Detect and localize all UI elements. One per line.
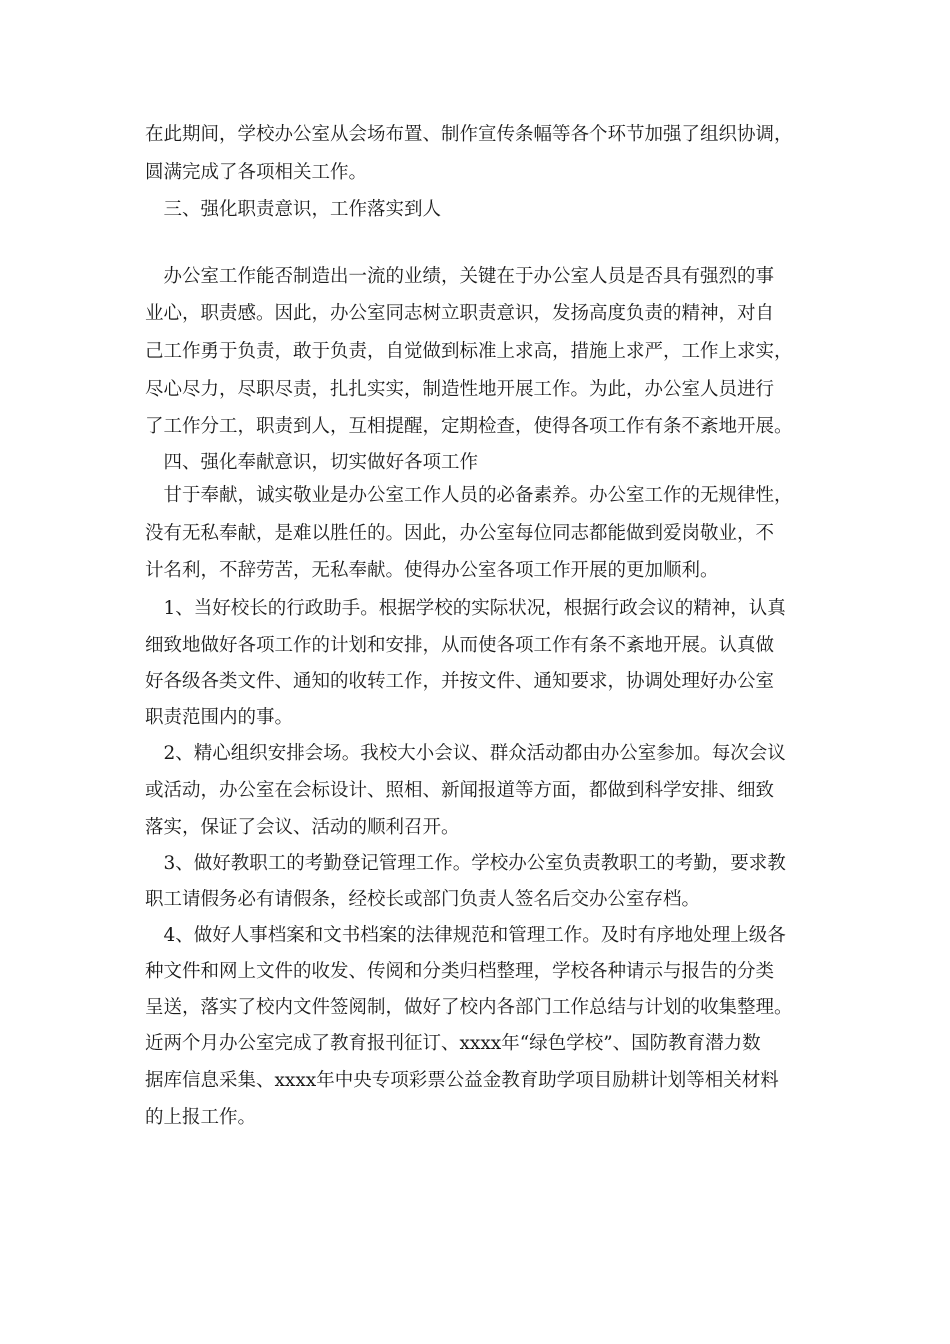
- text-line: 3、做好教职工的考勤登记管理工作。学校办公室负责教职工的考勤，要求教: [145, 853, 786, 874]
- text-line: 或活动，办公室在会标设计、照相、新闻报道等方面，都做到科学安排、细致: [145, 780, 775, 801]
- text-line: 职工请假务必有请假条，经校长或部门负责人签名后交办公室存档。: [145, 889, 701, 910]
- text-line: 细致地做好各项工作的计划和安排，从而使各项工作有条不紊地开展。认真做: [145, 635, 775, 656]
- text-line: 四、强化奉献意识，切实做好各项工作: [145, 452, 479, 473]
- text-line: 没有无私奉献，是难以胜任的。因此，办公室每位同志都能做到爱岗敬业，不: [145, 523, 775, 544]
- text-line: 种文件和网上文件的收发、传阅和分类归档整理，学校各种请示与报告的分类: [145, 961, 775, 982]
- text-line: 据库信息采集、xxxx年中央专项彩票公益金教育助学项目励耕计划等相关材料: [145, 1070, 779, 1091]
- section-heading: 三、强化职责意识，工作落实到人: [145, 199, 442, 220]
- text-line: 呈送，落实了校内文件签阅制，做好了校内各部门工作总结与计划的收集整理。: [145, 997, 793, 1018]
- text-line: 办公室工作能否制造出一流的业绩，关键在于办公室人员是否具有强烈的事: [145, 266, 775, 287]
- text-line: 好各级各类文件、通知的收转工作，并按文件、通知要求，协调处理好办公室: [145, 671, 775, 692]
- section-heading: 甘于奉献，诚实敬业是办公室工作人员的必备素养。办公室工作的无规律性，: [145, 485, 793, 506]
- text-line: 业心，职责感。因此，办公室同志树立职责意识，发扬高度负责的精神，对自: [145, 303, 775, 324]
- text-line: 圆满完成了各项相关工作。: [145, 162, 368, 183]
- text-line: 计名利，不辞劳苦，无私奉献。使得办公室各项工作开展的更加顺利。: [145, 560, 719, 581]
- text-line: 1、当好校长的行政助手。根据学校的实际状况，根据行政会议的精神，认真: [145, 598, 786, 619]
- text-line: 的上报工作。: [145, 1107, 257, 1128]
- text-line: 近两个月办公室完成了教育报刊征订、xxxx年“绿色学校”、国防教育潜力数: [145, 1033, 761, 1054]
- text-line: 2、精心组织安排会场。我校大小会议、群众活动都由办公室参加。每次会议: [145, 743, 786, 764]
- text-line: 落实，保证了会议、活动的顺利召开。: [145, 817, 460, 838]
- text-line: 尽心尽力，尽职尽责，扎扎实实，制造性地开展工作。为此，办公室人员进行: [145, 379, 775, 400]
- text-line: 己工作勇于负责，敢于负责，自觉做到标准上求高，措施上求严，工作上求实，: [145, 341, 793, 362]
- text-line: 职责范围内的事。: [145, 707, 294, 728]
- text-line: 在此期间，学校办公室从会场布置、制作宣传条幅等各个环节加强了组织协调，: [145, 124, 793, 145]
- text-line: 了工作分工，职责到人，互相提醒，定期检查，使得各项工作有条不紊地开展。: [145, 416, 793, 437]
- text-line: 4、做好人事档案和文书档案的法律规范和管理工作。及时有序地处理上级各: [145, 925, 786, 946]
